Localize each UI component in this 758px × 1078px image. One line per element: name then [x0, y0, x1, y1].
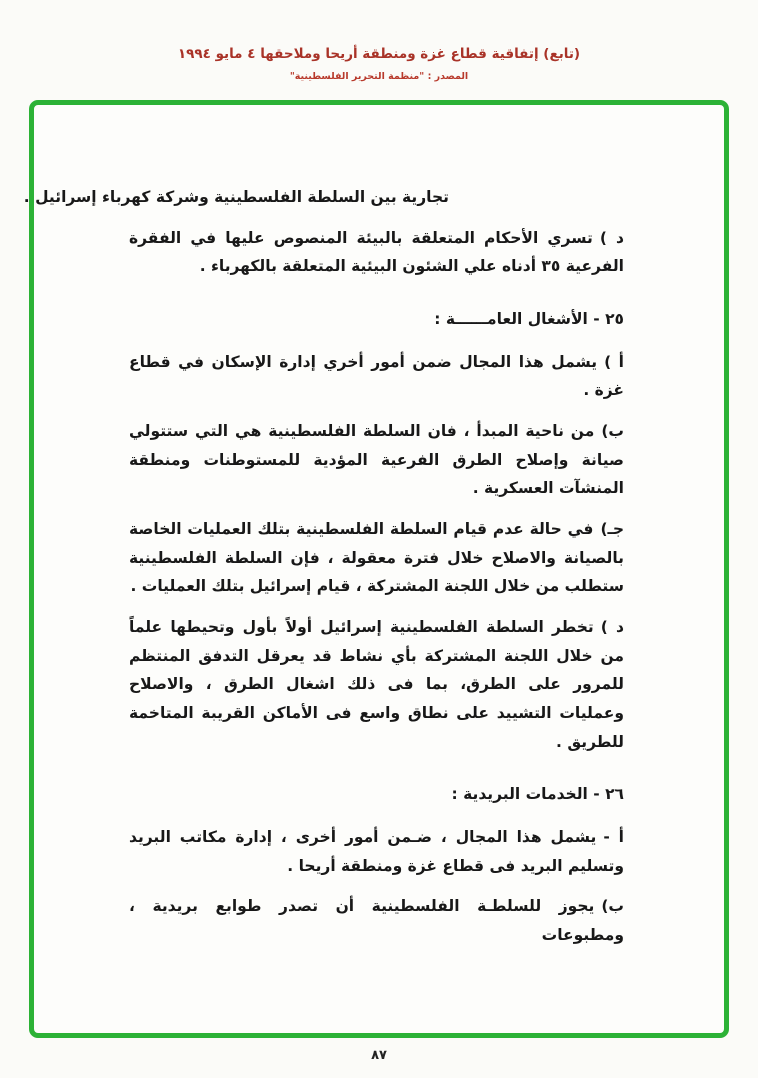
document-frame	[23, 100, 729, 1038]
document-source: المصدر : "منظمة التحرير الفلسطينية"	[289, 71, 469, 82]
clause-text: تخطر السلطة الفلسطينية إسرائيل أولاً بأول وتحيطها علماً من خلال اللجنة المشتركة بأي نشاط قد يعرقل التدفق المنتظم للمرور على الطرق، بما فى ذلك اشغال الطرق ، والاصلاح وعمليات التشييد على نطاق واسع فى الأماكن القريبة المتاخمة للطريق .	[129, 618, 624, 751]
clause-item-b1	[129, 417, 624, 503]
clause-text: يجوز للسلطـة الفلسطينية أن تصدر طوابع بريدية ، ومطبوعات	[129, 897, 624, 945]
clause-item-d1	[129, 224, 624, 281]
clause-text: في حالة عدم قيام السلطة الفلسطينية بتلك العمليات الخاصة بالصيانة والاصلاح خلال فترة معقولة ، فإن السلطة الفلسطينية ستطلب من خلال اللجنة المشتركة ، قيام إسرائيل بتلك العمليات .	[129, 520, 624, 596]
clause-text: يشمل هذا المجال ضمن أمور أخري إدارة الإسكان في قطاع غزة .	[129, 352, 624, 400]
clause-marker: جـ)	[600, 520, 624, 539]
document-body	[23, 105, 724, 950]
page-number: ٨٧	[371, 1048, 387, 1063]
clause-item-j1	[129, 515, 624, 601]
clause-marker: ب)	[601, 897, 624, 916]
clause-marker: د )	[600, 618, 624, 637]
clause-item-d2	[129, 613, 624, 756]
document-title: (تابع) إتفاقية قطاع غزة ومنطقة أريحا وملاحقها ٤ مايو ١٩٩٤	[177, 46, 581, 62]
page-header	[0, 46, 758, 82]
section-heading-25: ٢٥ - الأشغال العامــــــة :	[434, 310, 624, 329]
clause-text: من ناحية المبدأ ، فان السلطة الفلسطينية هي التي ستتولي صيانة وإصلاح الطرق الفرعية المؤدية للمستوطنات ومنطقة المنشآت العسكرية .	[129, 422, 624, 498]
clause-item-a2	[129, 823, 624, 880]
clause-item-a1	[129, 348, 624, 405]
clause-marker: د )	[599, 228, 624, 247]
clause-text: تسري الأحكام المتعلقة بالبيئة المنصوص عليها في الفقرة الفرعية ٣٥ أدناه علي الشئون البيئية المتعلقة بالكهرباء .	[129, 228, 624, 276]
clause-marker: أ )	[604, 352, 624, 371]
clause-marker: ب)	[601, 422, 624, 441]
clause-text: يشمل هذا المجال ، ضـمن أمور أخرى ، إدارة مكاتب البريد وتسليم البريد فى قطاع غزة ومنطقة أريحا .	[129, 828, 624, 875]
clause-marker: أ -	[603, 828, 624, 847]
continuation-line: تجارية بين السلطة الفلسطينية وشركة كهرباء إسرائيل .	[23, 188, 449, 206]
section-heading-26: ٢٦ - الخدمات البريدية :	[451, 785, 624, 804]
clause-item-b2	[129, 892, 624, 949]
